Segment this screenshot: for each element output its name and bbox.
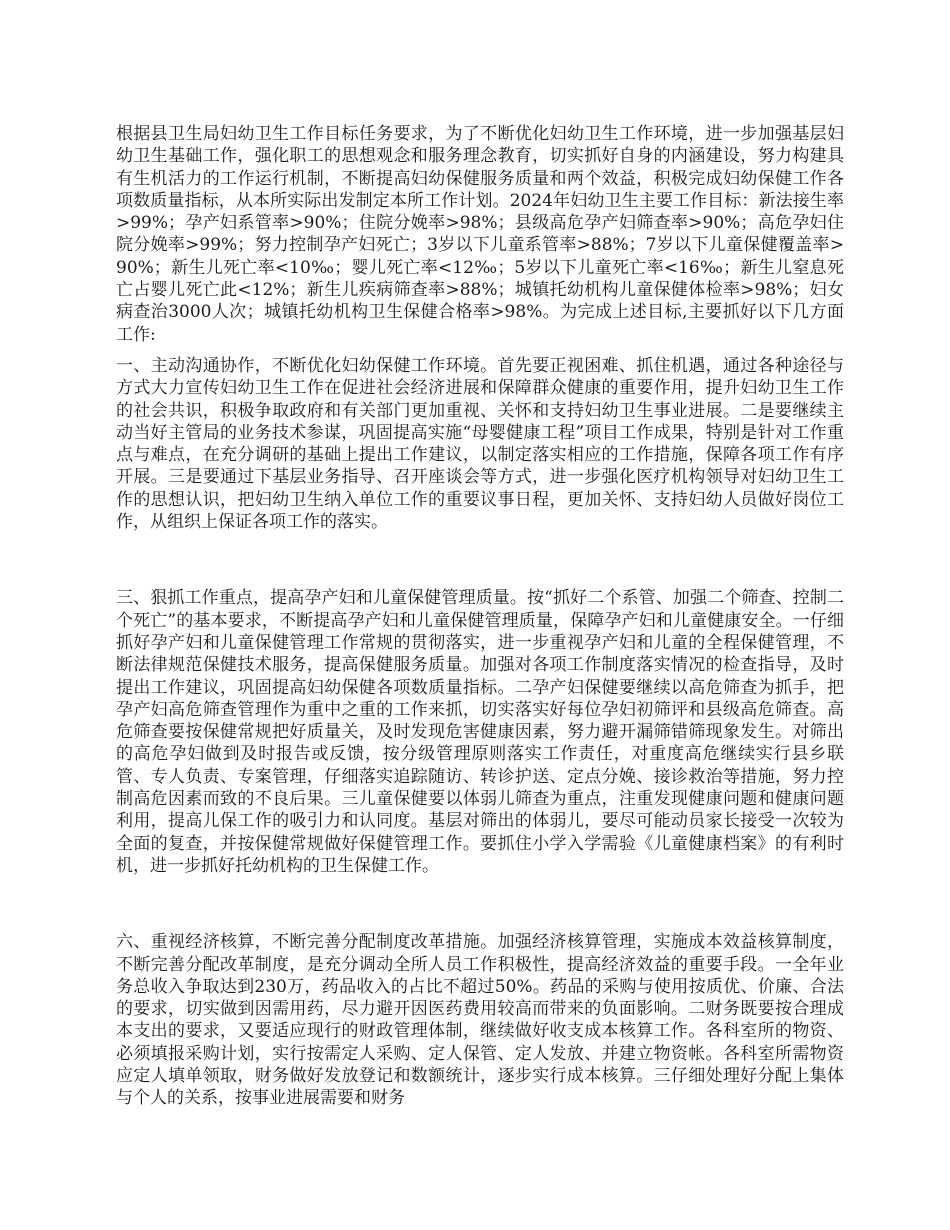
paragraph-section-three: 三、狠抓工作重点，提高孕产妇和儿童保健管理质量。按“抓好二个系管、加强二个筛查、控制二个死亡”的基本要求，不断提高孕产妇和儿童保健管理质量，保障孕产妇和儿童健康安全。一仔细抓好孕产妇和儿童保健管理工作常规的贯彻落实，进一步重视孕产妇和儿童的全程保健管理，不断法律规范保健技术服务，提高保健服务质量。加强对各项工作制度落实情况的检查指导，及时提出工作建议，巩固提高妇幼保健各项数质量指标。二孕产妇保健要继续以高危筛查为抓手，把孕产妇高危筛查管理作为重中之重的工作来抓，切实落实好每位孕妇初筛评和县级高危筛查。高危筛查要按保健常规把好质量关，及时发现危害健康因素，努力避开漏筛错筛现象发生。对筛出的高危孕妇做到及时报告或反馈，按分级管理原则落实工作责任，对重度高危继续实行县乡联管、专人负责、专案管理，仔细落实追踪随访、转诊护送、定点分娩、接诊救治等措施，努力控制高危因素而致的不良后果。三儿童保健要以体弱儿筛查为重点，注重发现健康问题和健康问题利用，提高儿保工作的吸引力和认同度。基层对筛出的体弱儿，要尽可能动员家长接受一次较为全面的复查，并按保健常规做好保健管理工作。要抓住小学入学需验《儿童健康档案》的有利时机，进一步抓好托幼机构的卫生保健工作。 bbox=[116, 588, 844, 876]
document-page bbox=[116, 123, 844, 1110]
paragraph-section-one: 一、主动沟通协作，不断优化妇幼保健工作环境。首先要正视困难、抓住机遇，通过各种途径与方式大力宣传妇幼卫生工作在促进社会经济进展和保障群众健康的重要作用，提升妇幼卫生工作的社会共识，积极争取政府和有关部门更加重视、关怀和支持妇幼卫生事业进展。二是要继续主动当好主管局的业务技术参谋，巩固提高实施“母婴健康工程”项目工作成果，特别是针对工作重点与难点，在充分调研的基础上提出工作建议，以制定落实相应的工作措施，保障各项工作有序开展。三是要通过下基层业务指导、召开座谈会等方式，进一步强化医疗机构领导对妇幼卫生工作的思想认识，把妇幼卫生纳入单位工作的重要议事日程，更加关怀、支持妇幼人员做好岗位工作，从组织上保证各项工作的落实。 bbox=[116, 355, 844, 533]
paragraph-intro: 根据县卫生局妇幼卫生工作目标任务要求，为了不断优化妇幼卫生工作环境，进一步加强基层妇幼卫生基础工作，强化职工的思想观念和服务理念教育，切实抓好自身的内涵建设，努力构建具有生机活力的工作运行机制，不断提高妇幼保健服务质量和两个效益，积极完成妇幼保健工作各项数质量指标，从本所实际出发制定本所工作计划。2024年妇幼卫生主要工作目标：新法接生率>99%；孕产妇系管率>90%；住院分娩率>98%；县级高危孕产妇筛查率>90%；高危孕妇住院分娩率>99%；努力控制孕产妇死亡；3岁以下儿童系管率>88%；7岁以下儿童保健覆盖率>90%；新生儿死亡率<10‰；婴儿死亡率<12‰；5岁以下儿童死亡率<16‰；新生儿窒息死亡占婴儿死亡此<12%；新生儿疾病筛查率>88%；城镇托幼机构儿童保健体检率>98%；妇女病查治3000人次；城镇托幼机构卫生保健合格率>98%。为完成上述目标,主要抓好以下几方面工作: bbox=[116, 124, 844, 345]
paragraph-section-six: 六、重视经济核算，不断完善分配制度改革措施。加强经济核算管理，实施成本效益核算制度，不断完善分配改革制度，是充分调动全所人员工作积极性，提高经济效益的重要手段。一全年业务总收入争取达到230万，药品收入的占比不超过50%。药品的采购与使用按质优、价廉、合法的要求，切实做到因需用药，尽力避开因医药费用较高而带来的负面影响。二财务既要按合理成本支出的要求，又要适应现行的财政管理体制，继续做好收支成本核算工作。各科室所的物资、必须填报采购计划，实行按需定人采购、定人保管、定人发放、并建立物资帐。各科室所需物资应定人填单领取，财务做好发放登记和数额统计，逐步实行成本核算。三仔细处理好分配上集体与个人的关系，按事业进展需要和财务 bbox=[116, 932, 844, 1109]
